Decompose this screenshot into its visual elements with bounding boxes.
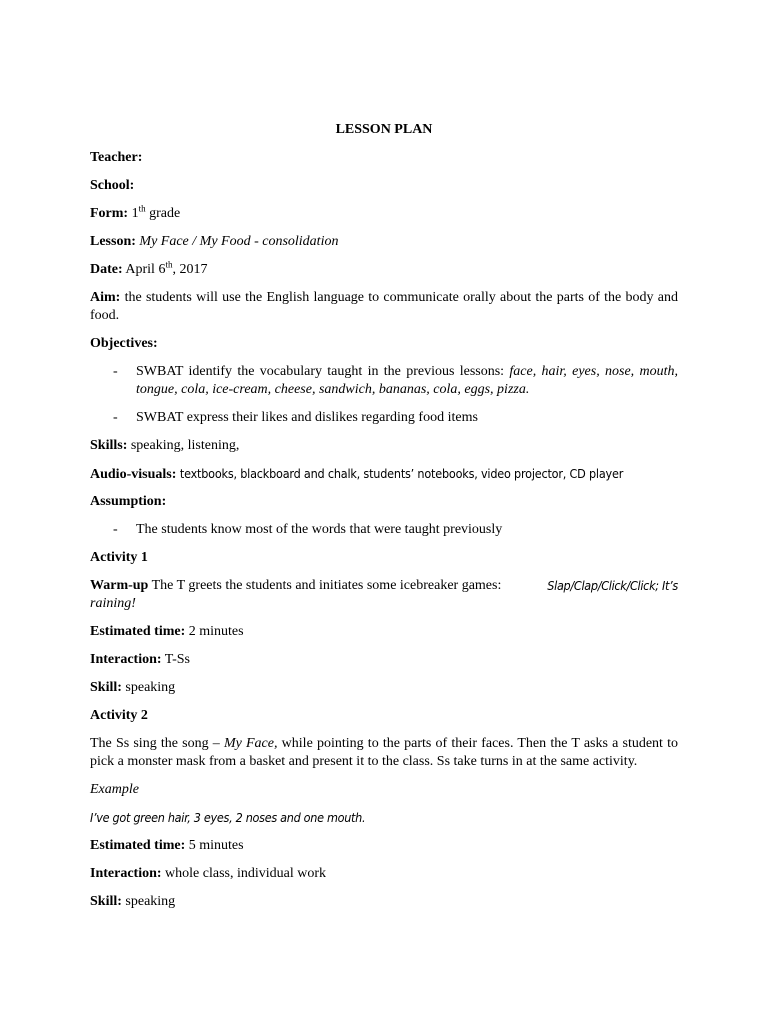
- form-rest: grade: [145, 206, 181, 221]
- assumption-dash: -: [113, 522, 118, 537]
- activity-1-skill-value: speaking: [125, 680, 176, 695]
- warmup-line-2: [90, 595, 678, 613]
- aim-paragraph: [90, 289, 678, 325]
- objectives-label: Objectives:: [90, 336, 158, 351]
- objective-2-dash: -: [113, 410, 118, 425]
- activity-2-heading: [90, 707, 678, 725]
- activity-2-song: My Face,: [223, 736, 278, 751]
- form-line: [90, 205, 678, 223]
- school-line: [90, 177, 678, 195]
- audio-visuals-value: textbooks, blackboard and chalk, students’ notebooks, video projector, CD player: [179, 466, 624, 481]
- activity-2-time-line: [90, 837, 678, 855]
- assumption-text: The students know most of the words that were taught previously: [136, 522, 503, 537]
- form-superscript: th: [138, 203, 146, 214]
- warmup-label: Warm-up: [90, 578, 149, 593]
- form-number: 1: [131, 206, 139, 221]
- warmup-games-right: [90, 577, 678, 596]
- activity-1-interaction-value: T-Ss: [164, 652, 190, 667]
- activity-1-time-label: Estimated time:: [90, 624, 186, 639]
- activity-2-skill-value: speaking: [125, 894, 176, 909]
- activity-1-skill-line: [90, 679, 678, 697]
- page-title: LESSON PLAN: [335, 122, 433, 137]
- activity-2-title: Activity 2: [90, 708, 148, 723]
- objective-2-text: SWBAT express their likes and dislikes regarding food items: [136, 410, 478, 425]
- activity-1-heading: [90, 549, 678, 567]
- date-post: , 2017: [172, 262, 208, 277]
- skills-label: Skills:: [90, 438, 128, 453]
- date-superscript: th: [165, 259, 173, 270]
- activity-2-skill-label: Skill:: [90, 894, 122, 909]
- teacher-label: Teacher:: [90, 150, 143, 165]
- assumption-item: [136, 521, 678, 539]
- date-line: [90, 261, 678, 279]
- activity-2-interaction-line: [90, 865, 678, 883]
- form-label: Form:: [90, 206, 129, 221]
- activity-2-time-value: 5 minutes: [188, 838, 244, 853]
- teacher-line: [90, 149, 678, 167]
- lesson-line: [90, 233, 678, 251]
- aim-label: Aim:: [90, 290, 121, 305]
- activity-1-time-line: [90, 623, 678, 641]
- lesson-value: My Face / My Food - consolidation: [139, 234, 339, 249]
- objective-1-vocabulary: face, hair, eyes, nose, mouth, tongue, cola, ice-cream, cheese, sandwich, bananas, cola, eggs, pizza.: [136, 364, 678, 397]
- skills-line: [90, 437, 678, 455]
- activity-2-paragraph: [90, 735, 678, 771]
- skills-value: speaking, listening,: [130, 438, 240, 453]
- assumption-label: Assumption:: [90, 494, 167, 509]
- audio-visuals-label: Audio-visuals:: [90, 467, 177, 482]
- date-pre: April 6: [125, 262, 166, 277]
- warmup-games-continued: raining!: [90, 596, 136, 611]
- activity-2-interaction-value: whole class, individual work: [165, 866, 327, 881]
- objective-1-text: SWBAT identify the vocabulary taught in the previous lessons:: [136, 364, 510, 379]
- audio-visuals-line: [90, 465, 678, 484]
- activity-2-interaction-label: Interaction:: [90, 866, 162, 881]
- activity-2-skill-line: [90, 893, 678, 911]
- objective-1-dash: -: [113, 364, 118, 379]
- example-heading: [90, 781, 678, 799]
- aim-text: the students will use the English language to communicate orally about the parts of the body and food.: [90, 290, 678, 323]
- lesson-label: Lesson:: [90, 234, 136, 249]
- activity-1-skill-label: Skill:: [90, 680, 122, 695]
- objective-item-2: [136, 409, 678, 427]
- activity-2-text-post: while pointing to the parts of their faces. Then the T asks a student to pick a monster mask from a basket and present it to the class. Ss take turns in at the same activity.: [90, 736, 679, 769]
- example-label: Example: [90, 782, 139, 797]
- warmup-text: The T greets the students and initiates some icebreaker games:: [148, 578, 502, 593]
- warmup-games: Slap/Clap/Click/Click; It’s: [547, 578, 678, 593]
- activity-1-interaction-label: Interaction:: [90, 652, 162, 667]
- activity-1-interaction-line: [90, 651, 678, 669]
- date-label: Date:: [90, 262, 123, 277]
- school-label: School:: [90, 178, 135, 193]
- activity-2-text-pre: The Ss sing the song –: [90, 736, 224, 751]
- example-text: I’ve got green hair, 3 eyes, 2 noses and one mouth.: [90, 810, 366, 825]
- activity-1-time-value: 2 minutes: [188, 624, 244, 639]
- activity-2-time-label: Estimated time:: [90, 838, 186, 853]
- objectives-heading: [90, 335, 678, 353]
- example-line: [90, 809, 678, 828]
- assumption-heading: [90, 493, 678, 511]
- objective-item-1: [136, 363, 678, 399]
- activity-1-title: Activity 1: [90, 550, 148, 565]
